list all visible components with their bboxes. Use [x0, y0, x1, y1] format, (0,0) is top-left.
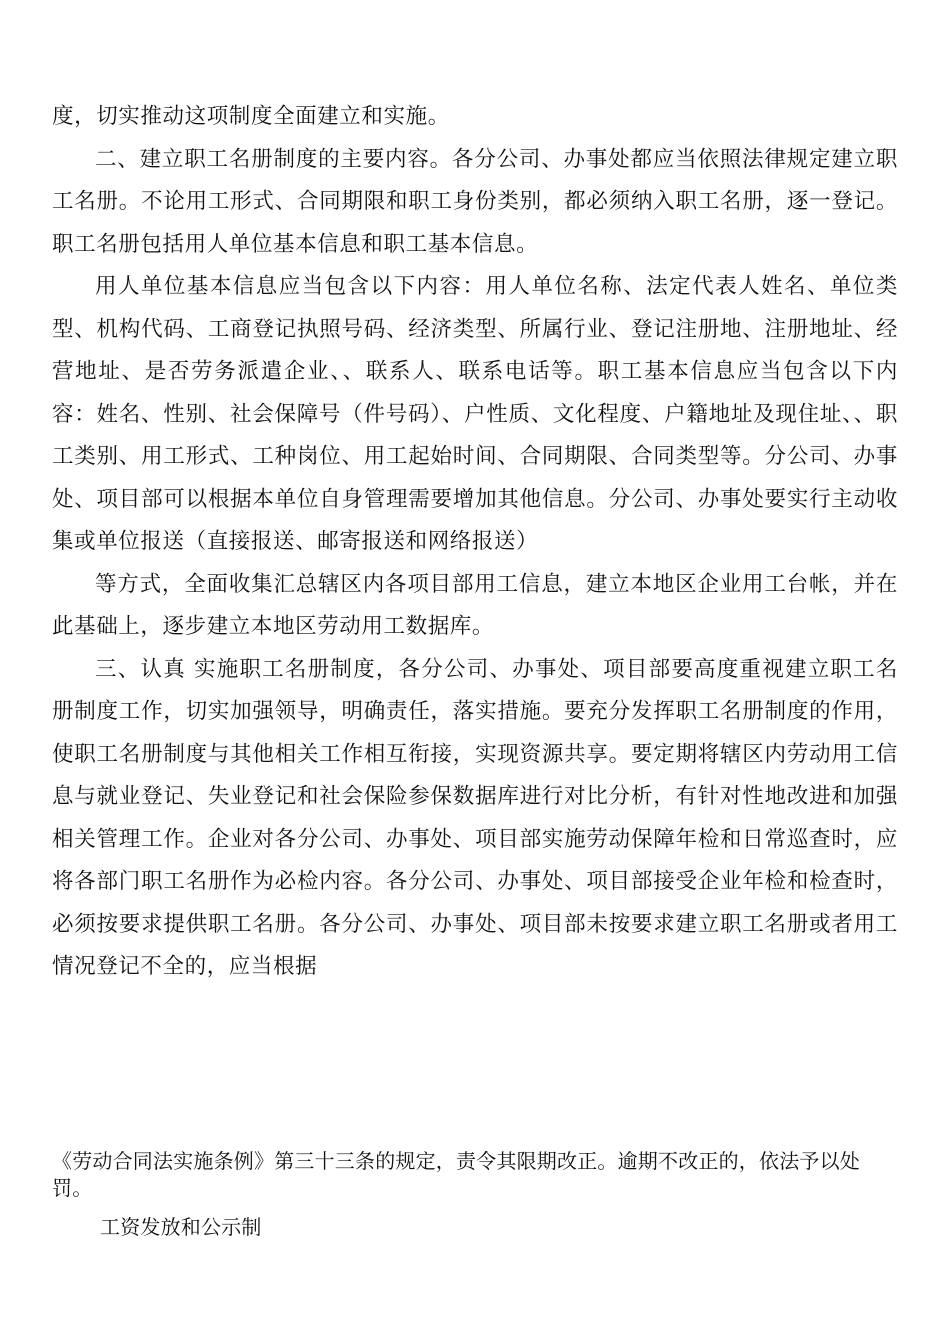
paragraph-basic-info: 用人单位基本信息应当包含以下内容：用人单位名称、法定代表人姓名、单位类型、机构代码、工商登记执照号码、经济类型、所属行业、登记注册地、注册地址、经营地址、是否劳务派遣企业、、联系人、联系电话等。职工基本信息应当包含以下内容：姓名、性别、社会保障号（件号码）、户性质、文化程度、户籍地址及现住址、、职工类别、用工形式、工种岗位、用工起始时间、合同期限、合同类型等。分公司、办事处、项目部可以根据本单位自身管理需要增加其他信息。分公司、办事处要实行主动收集或单位报送（直接报送、邮寄报送和网络报送） [52, 274, 898, 554]
section-heading: 工资发放和公示制 [100, 1215, 262, 1239]
paragraph-legal-reference: 《劳动合同法实施条例》第三十三条的规定，责令其限期改正。逾期不改正的，依法予以处罚。 [52, 1149, 860, 1200]
paragraph-section-three: 三、认真 实施职工名册制度，各分公司、办事处、项目部要高度重视建立职工名册制度工作，切实加强领导，明确责任，落实措施。要充分发挥职工名册制度的作用，使职工名册制度与其他相关工作相互衔接，实现资源共享。要定期将辖区内劳动用工信息与就业登记、失业登记和社会保险参保数据库进行对比分析，有针对性地改进和加强相关管理工作。企业对各分公司、办事处、项目部实施劳动保障年检和日常巡查时，应将各部门职工名册作为必检内容。各分公司、办事处、项目部接受企业年检和检查时，必须按要求提供职工名册。各分公司、办事处、项目部未按要求建立职工名册或者用工情况登记不全的，应当根据 [52, 656, 898, 979]
paragraph-continuation: 度，切实推动这项制度全面建立和实施。 [52, 104, 450, 129]
paragraph-section-two: 二、建立职工名册制度的主要内容。各分公司、办事处都应当依照法律规定建立职工名册。不论用工形式、合同期限和职工身份类别，都必须纳入职工名册，逐一登记。职工名册包括用人单位基本信息和职工基本信息。 [52, 146, 898, 257]
tail-text-block [52, 1148, 898, 1241]
main-text-block [52, 96, 898, 989]
paragraph-collection-methods: 等方式，全面收集汇总辖区内各项目部用工信息，建立本地区企业用工台帐，并在此基础上，逐步建立本地区劳动用工数据库。 [52, 571, 898, 639]
